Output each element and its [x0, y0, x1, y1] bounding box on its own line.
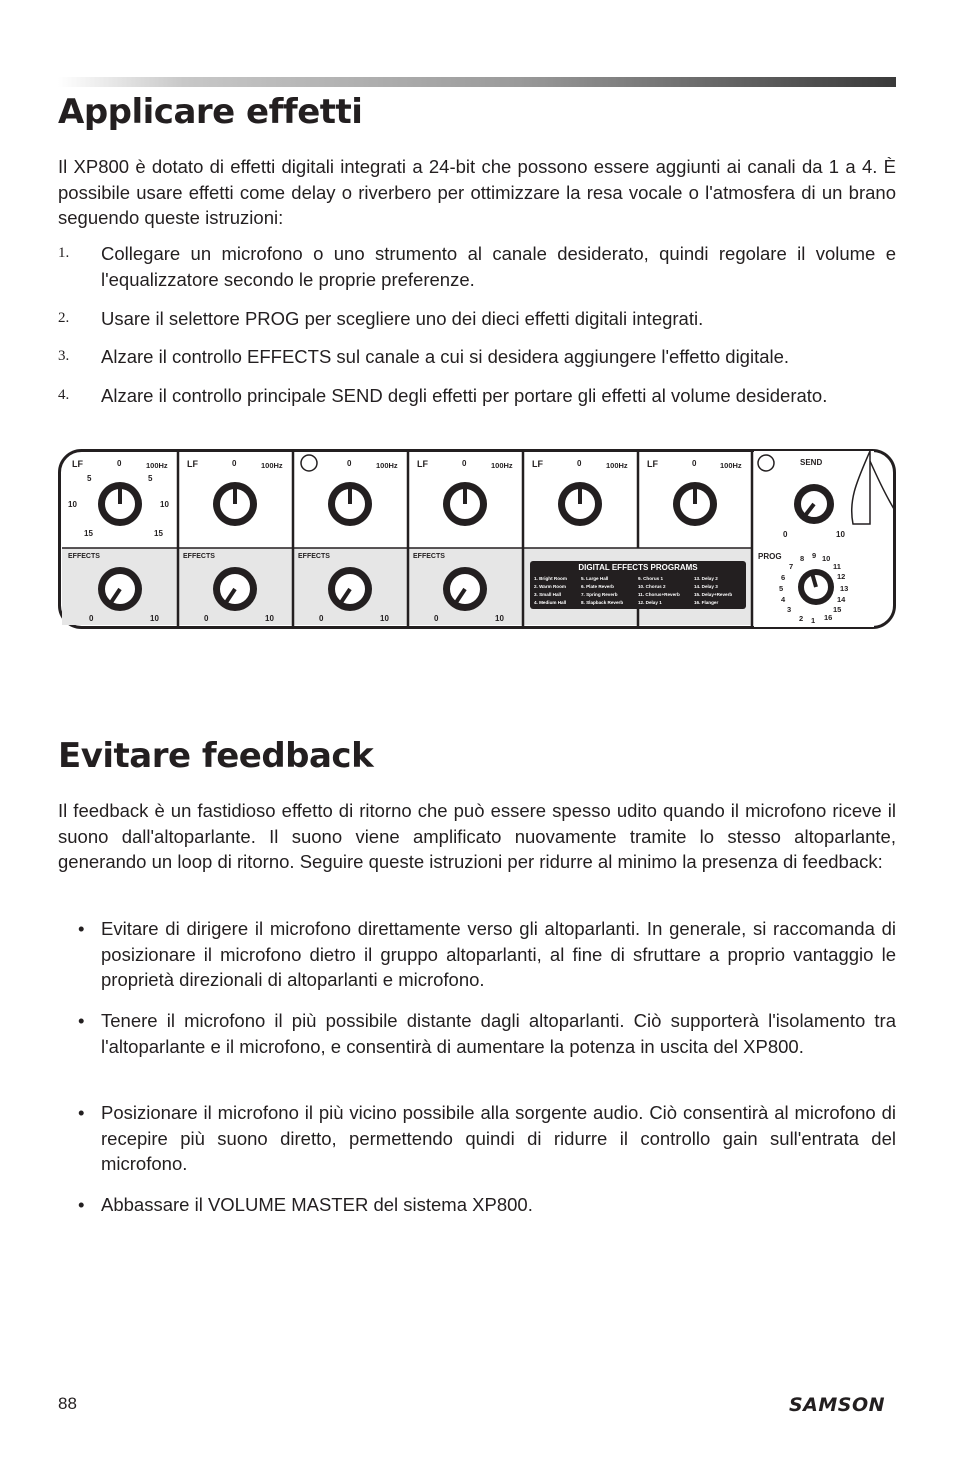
bullet-char: •: [78, 1010, 85, 1031]
svg-text:0: 0: [692, 459, 697, 468]
svg-text:12: 12: [837, 572, 846, 581]
bullet-text: Evitare di dirigere il microfono direttamente verso gli altoparlanti. In generale, si raccomanda di posizionare il microfono dietro il gruppo altoparlanti, al fine di sfruttare a proprio vantaggio le proprietà direzionali di altoparlanti e microfono.: [101, 918, 896, 990]
svg-text:0: 0: [462, 459, 467, 468]
svg-text:5. Large Hall: 5. Large Hall: [581, 576, 609, 581]
svg-text:1. Bright Room: 1. Bright Room: [534, 576, 567, 581]
svg-text:DIGITAL EFFECTS PROGRAMS: DIGITAL EFFECTS PROGRAMS: [578, 563, 698, 572]
svg-text:3: 3: [787, 605, 792, 614]
svg-text:15: 15: [833, 605, 842, 614]
svg-text:100Hz: 100Hz: [146, 461, 168, 470]
svg-text:16: 16: [824, 613, 833, 622]
svg-text:8: 8: [800, 554, 805, 563]
svg-text:10: 10: [68, 500, 77, 509]
svg-text:10: 10: [822, 554, 831, 563]
svg-text:10: 10: [495, 614, 504, 623]
svg-text:EFFECTS: EFFECTS: [68, 553, 100, 560]
svg-text:LF: LF: [417, 459, 428, 469]
header-gradient-bar: [58, 77, 896, 87]
svg-text:SEND: SEND: [800, 458, 823, 467]
bullet-text: Tenere il microfono il più possibile distante dagli altoparlanti. Ciò supporterà l'isolamento tra l'altoparlante e il microfono, e consentirà di aumentare la potenza in uscita del XP800.: [101, 1010, 896, 1057]
svg-text:13: 13: [840, 584, 849, 593]
bullet-char: •: [78, 918, 85, 939]
bullet-char: •: [78, 1102, 85, 1123]
svg-text:15: 15: [154, 529, 163, 538]
svg-text:EFFECTS: EFFECTS: [298, 553, 330, 560]
svg-text:100Hz: 100Hz: [606, 461, 628, 470]
svg-text:2. Warm Room: 2. Warm Room: [534, 584, 566, 589]
svg-text:0: 0: [577, 459, 582, 468]
feedback-intro-paragraph: Il feedback è un fastidioso effetto di ritorno che può essere spesso udito quando il microfono riceve il suono dall'altoparlante. Il suono viene amplificato nuovamente tramite lo stesso altoparlante, generando un loop di ritorno. Seguire queste istruzioni per ridurre al minimo la presenza di feedback:: [58, 800, 896, 872]
svg-text:10: 10: [150, 614, 159, 623]
svg-text:0: 0: [232, 459, 237, 468]
svg-text:7: 7: [789, 562, 794, 571]
bullet-text: Posizionare il microfono il più vicino possibile alla sorgente audio. Ciò consentirà al microfono di recepire più suono diretto, permettendo quindi di ridurre il controllo gain sull'entrata del microfono.: [101, 1102, 896, 1174]
step-number: 4.: [58, 387, 70, 403]
svg-text:9: 9: [812, 551, 817, 560]
svg-text:10: 10: [160, 500, 169, 509]
svg-text:0: 0: [347, 459, 352, 468]
svg-text:10: 10: [265, 614, 274, 623]
svg-text:8. Slapback Reverb: 8. Slapback Reverb: [581, 600, 624, 605]
svg-text:100Hz: 100Hz: [261, 461, 283, 470]
section-title-effects: Applicare effetti: [58, 92, 363, 132]
svg-text:100Hz: 100Hz: [376, 461, 398, 470]
svg-text:3. Small Hall: 3. Small Hall: [534, 592, 562, 597]
svg-text:6: 6: [781, 573, 786, 582]
page-number: 88: [58, 1394, 77, 1413]
svg-text:10: 10: [380, 614, 389, 623]
section-title-feedback: Evitare feedback: [58, 736, 374, 776]
svg-text:0: 0: [434, 614, 439, 623]
step-text: Alzare il controllo EFFECTS sul canale a cui si desidera aggiungere l'effetto digitale.: [101, 346, 790, 367]
svg-text:LF: LF: [532, 459, 543, 469]
svg-text:100Hz: 100Hz: [720, 461, 742, 470]
mixer-panel-illustration: [58, 449, 896, 629]
svg-text:7. Spring Reverb: 7. Spring Reverb: [581, 592, 618, 597]
svg-text:15. Delay+Reverb: 15. Delay+Reverb: [694, 592, 733, 597]
svg-text:10. Chorus 2: 10. Chorus 2: [638, 584, 666, 589]
svg-text:14. Delay 3: 14. Delay 3: [694, 584, 718, 589]
step-text: Alzare il controllo principale SEND degli effetti per portare gli effetti al volume desiderato.: [101, 385, 828, 406]
svg-text:9. Chorus 1: 9. Chorus 1: [638, 576, 664, 581]
svg-text:EFFECTS: EFFECTS: [183, 553, 215, 560]
svg-text:11: 11: [833, 562, 841, 571]
svg-text:0: 0: [117, 459, 122, 468]
svg-text:LF: LF: [187, 459, 198, 469]
step-text: Usare il selettore PROG per scegliere uno dei dieci effetti digitali integrati.: [101, 308, 704, 329]
svg-text:11. Chorus+Reverb: 11. Chorus+Reverb: [638, 592, 680, 597]
svg-text:2: 2: [799, 614, 804, 623]
svg-text:EFFECTS: EFFECTS: [413, 553, 445, 560]
effects-intro-paragraph: Il XP800 è dotato di effetti digitali integrati a 24-bit che possono essere aggiunti ai canali da 1 a 4. È possibile usare effetti come delay o riverbero per ottimizzare la resa vocale o l'atmosfera di un brano seguendo queste istruzioni:: [58, 156, 896, 228]
svg-text:PROG: PROG: [758, 552, 782, 561]
step-number: 2.: [58, 310, 70, 326]
svg-text:5: 5: [87, 474, 92, 483]
svg-text:100Hz: 100Hz: [491, 461, 513, 470]
svg-text:10: 10: [836, 530, 845, 539]
svg-text:4. Medium Hall: 4. Medium Hall: [534, 600, 567, 605]
bullet-char: •: [78, 1194, 85, 1215]
svg-text:0: 0: [204, 614, 209, 623]
step-number: 3.: [58, 348, 70, 364]
svg-text:4: 4: [781, 595, 786, 604]
svg-text:12. Delay 1: 12. Delay 1: [638, 600, 662, 605]
svg-text:SAMSON: SAMSON: [788, 1394, 886, 1416]
bullet-text: Abbassare il VOLUME MASTER del sistema XP800.: [101, 1194, 533, 1215]
svg-text:13. Delay 2: 13. Delay 2: [694, 576, 718, 581]
svg-text:6. Plate Reverb: 6. Plate Reverb: [581, 584, 614, 589]
svg-text:0: 0: [89, 614, 94, 623]
step-text: Collegare un microfono o uno strumento al canale desiderato, quindi regolare il volume e l'equalizzatore secondo le proprie preferenze.: [101, 243, 896, 290]
svg-text:LF: LF: [647, 459, 658, 469]
samson-logo: [778, 1392, 896, 1416]
svg-text:0: 0: [319, 614, 324, 623]
svg-text:LF: LF: [72, 459, 83, 469]
digital-effects-programs-legend: [530, 561, 746, 609]
svg-text:15: 15: [84, 529, 93, 538]
step-number: 1.: [58, 245, 70, 261]
svg-text:16. Flanger: 16. Flanger: [694, 600, 719, 605]
svg-text:5: 5: [148, 474, 153, 483]
svg-text:14: 14: [837, 595, 846, 604]
svg-text:0: 0: [783, 530, 788, 539]
svg-text:5: 5: [779, 584, 784, 593]
svg-text:1: 1: [811, 616, 816, 625]
